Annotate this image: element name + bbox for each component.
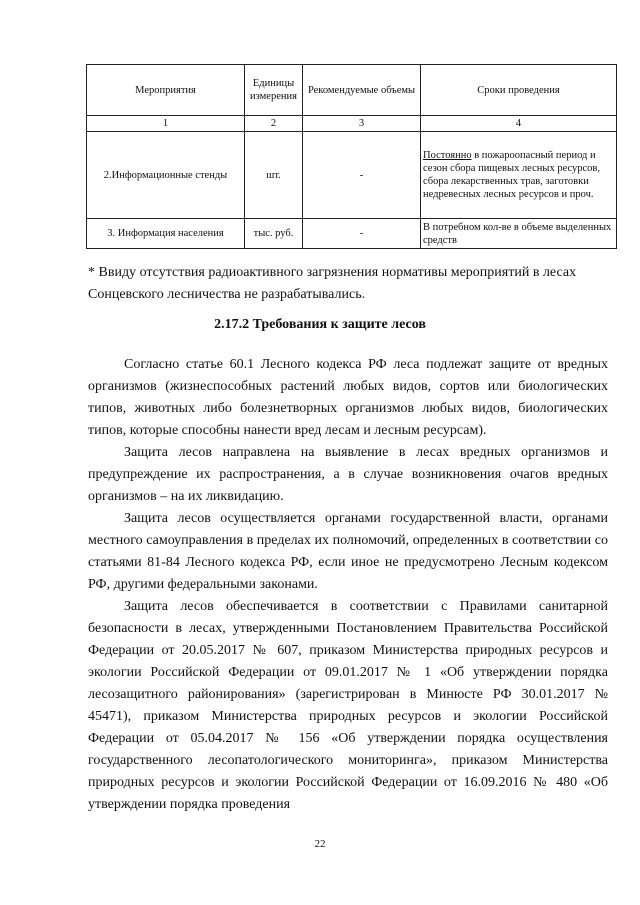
activities-table — [86, 64, 617, 249]
unit-cell: тыс. руб. — [245, 219, 303, 249]
paragraph: Защита лесов направлена на выявление в лесах вредных организмов и предупреждение их распространения, а в случае возникновения очагов вредных организмов – на их ликвидацию. — [88, 445, 608, 504]
header-activity: Мероприятия — [87, 65, 245, 116]
unit-cell: шт. — [245, 132, 303, 219]
volume-cell: - — [303, 132, 421, 219]
term-underlined-text: Постоянно — [423, 150, 472, 161]
term-cell — [421, 132, 617, 219]
table-row — [87, 132, 617, 219]
footnote: * Ввиду отсутствия радиоактивного загрязнения нормативы мероприятий в лесах Сонцевского лесничества не разрабатывались. — [88, 265, 577, 302]
header-volume: Рекомендуемые объемы — [303, 65, 421, 116]
header-unit: Единицы измерения — [245, 65, 303, 116]
activity-cell: 3. Информация населения — [87, 219, 245, 249]
volume-cell: - — [303, 219, 421, 249]
paragraph: Защита лесов осуществляется органами государственной власти, органами местного самоуправления в пределах их полномочий, определенных в соответствии со статьями 81-84 Лесного кодекса РФ, если иное не предусмотрено Лесным кодексом РФ, другими федеральными законами. — [88, 511, 608, 592]
table-row — [87, 219, 617, 249]
header-term: Сроки проведения — [421, 65, 617, 116]
column-number: 2 — [245, 116, 303, 132]
page-number: 22 — [314, 838, 326, 850]
term-text: В потребном кол-ве в объеме выделенных средств — [423, 221, 612, 246]
column-number: 1 — [87, 116, 245, 132]
term-cell — [421, 219, 617, 249]
column-number: 4 — [421, 116, 617, 132]
column-number: 3 — [303, 116, 421, 132]
activity-cell: 2.Информационные стенды — [87, 132, 245, 219]
paragraph: Согласно статье 60.1 Лесного кодекса РФ леса подлежат защите от вредных организмов (жизнеспособных растений любых видов, сортов или биологических типов, животных либо болезнетворных организмов любых видов, биологических типов, которые способны нанести вред лесам и лесным ресурсам). — [88, 357, 608, 438]
section-title: 2.17.2 Требования к защите лесов — [214, 317, 426, 332]
column-number-row — [87, 116, 617, 132]
paragraph: Защита лесов обеспечивается в соответствии с Правилами санитарной безопасности в лесах, утвержденными Постановлением Правительства Российской Федерации от 20.05.2017 № 607, приказом Министерства природных ресурсов и экологии Российской Федерации от 09.01.2017 № 1 «Об утверждении порядка лесозащитного районирования» (зарегистрирован в Минюсте РФ 30.01.2017 № 45471), приказом Министерства природных ресурсов и экологии Российской Федерации от 05.04.2017 № 156 «Об утверждении порядка осуществления государственного лесопатологического мониторинга», приказом Министерства природных ресурсов и экологии Российской Федерации от 16.09.2016 № 480 «Об утверждении порядка проведения — [88, 599, 608, 812]
table-header-row — [87, 65, 617, 116]
term-text: в пожароопасный период и сезон сбора пищевых лесных ресурсов, сбора лекарственных трав, заготовки недревесных лесных ресурсов и проч. — [423, 150, 601, 200]
body-text — [88, 354, 608, 816]
